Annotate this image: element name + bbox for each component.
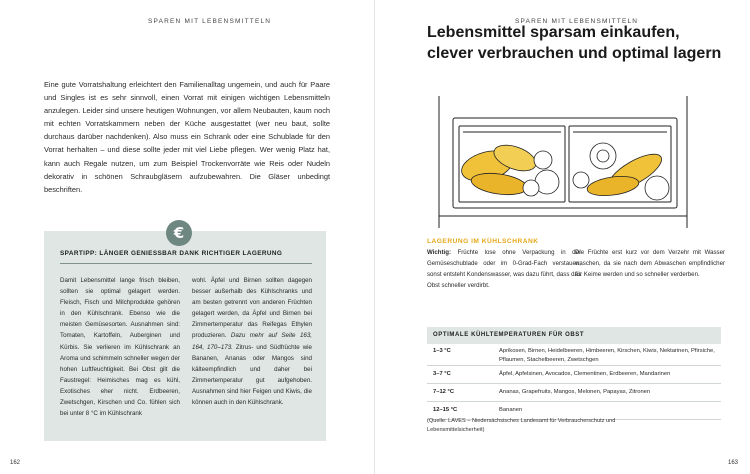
page-number: 163 [727,460,738,466]
table-fruits: Ananas, Grapefruits, Mangos, Melonen, Papayas, Zitronen [499,389,651,395]
table-temp: 7–12 °C [433,389,455,395]
right-page [375,0,750,474]
vegetable-drawer-illustration [435,96,695,228]
storage-paragraph-2: Die Früchte erst kurz vor dem Verzehr mit Wasser waschen, da sie nach dem Abwaschen empfindlicher für Keime werden und so schneller verderben. [575,249,725,279]
running-head: SPAREN MIT LEBENSMITTELN [148,18,272,25]
tip-column-2 [192,275,312,408]
intro-paragraph: Eine gute Vorratshaltung erleichtert den Familienalltag ungemein, und auch für Paare und Singles ist es sehr sinnvoll, einen Vorrat mit einigen wichtigen Lebensmitteln anzulegen. Leider sind unsere heutigen Wohnungen, vor allem Neubauten, kaum noch mit echten Vorratskammern neben der Küche ausgestattet (wer neu baut, sollte durchaus darüber nachdenken). Also muss ein Schrank oder eine Schublade für den Vorrat herhalten – und diese sollte jeder mit viel Liebe pflegen. Wer wenig Platz hat, kann auch Regale nutzen, um zum Beispiel Trockenvorräte wie Reis oder Nudeln dekorativ in schönen Schraubgläsern aufzubewahren. Die Gläser unbedingt beschriften. [44,80,330,194]
storage-paragraph-1-text: Früchte lose ohne Verpackung in der Gemüseschublade oder im 0-Grad-Fach verstauen, sonst entsteht Kondenswasser, was dazu führt, dass das Obst schneller verdirbt. [427,249,581,290]
table-fruits: Äpfel, Apfelsinen, Avocados, Clementinen, Erdbeeren, Mandarinen [499,371,671,377]
storage-paragraph-1 [427,247,581,291]
page-heading: Lebensmittel sparsam einkaufen, clever verbrauchen und optimal lagern [427,24,722,62]
storage-subheading: LAGERUNG IM KÜHLSCHRANK [427,238,539,245]
table-temp: 1–3 °C [433,348,451,354]
table-title: OPTIMALE KÜHLTEMPERATUREN FÜR OBST [427,327,721,344]
tip-page-reference: Dazu mehr auf Seite 163, 164, 170–173. [192,332,312,351]
euro-icon: € [166,220,192,246]
page-number: 162 [10,460,21,466]
table-row [427,344,721,366]
tip-divider [60,263,312,264]
tip-column-2-text-end: Zitrus- und Südfrüchte wie Bananen, Ananas oder Mangos sind kälteempfindlich und daher bei Zimmertemperatur gut aufgehoben. Ausnahmen sind hier Feigen und Kiwis, die können auch in den Kühlschrank. [192,343,312,407]
table-source: (Quelle: LAVES – Niedersächsisches Landesamt für Verbraucherschutz und Lebensmittelsicherheit) [427,418,616,433]
saving-tip-box [44,231,326,441]
table-row [427,366,721,384]
running-head: SPAREN MIT LEBENSMITTELN [515,18,639,25]
table-temp: 12–15 °C [433,407,458,413]
table-temp: 3–7 °C [433,371,451,377]
table-fruits: Aprikosen, Birnen, Heidelbeeren, Himbeeren, Kirschen, Kiwis, Nektarinen, Pfirsiche, Pflaumen, Stachelbeeren, Zwetschgen [499,348,715,363]
tip-column-2-text: wohl. Äpfel und Birnen sollten dagegen besser außerhalb des Kühlschranks und am besten getrennt von anderen Früchten gelagert werden, da Äpfel und Birnen bei Zimmertemperatur das Reifegas Ethylen produzieren. [192,277,312,340]
table-row [427,384,721,402]
table-fruits: Bananen [499,407,523,413]
temperature-table [427,327,721,420]
important-label: Wichtig: [427,249,451,256]
tip-column-1: Damit Lebensmittel lange frisch bleiben, sollten sie optimal gelagert werden. Fleisch, Fisch und Milchprodukte gehören in den Kühlschrank. Ebenso wie die meisten Gemüsesorten. Ausnahmen sind: Tomaten, Kartoffeln, Auberginen und Kürbis. Sie verlieren im Kühlschrank an Aroma und schimmeln schneller wegen der hohen Luftfeuchtigkeit. Bei Obst gilt die Faustregel: Heimisches mag es kühl, Exotisches eher nicht. Erdbeeren, Zwetschgen, Kirschen und Co. fühlen sich bei unter 8 °C im Kühlschrank [60,277,180,418]
tip-title: SPARTIPP: LÄNGER GENIESSBAR DANK RICHTIGER LAGERUNG [60,250,283,257]
